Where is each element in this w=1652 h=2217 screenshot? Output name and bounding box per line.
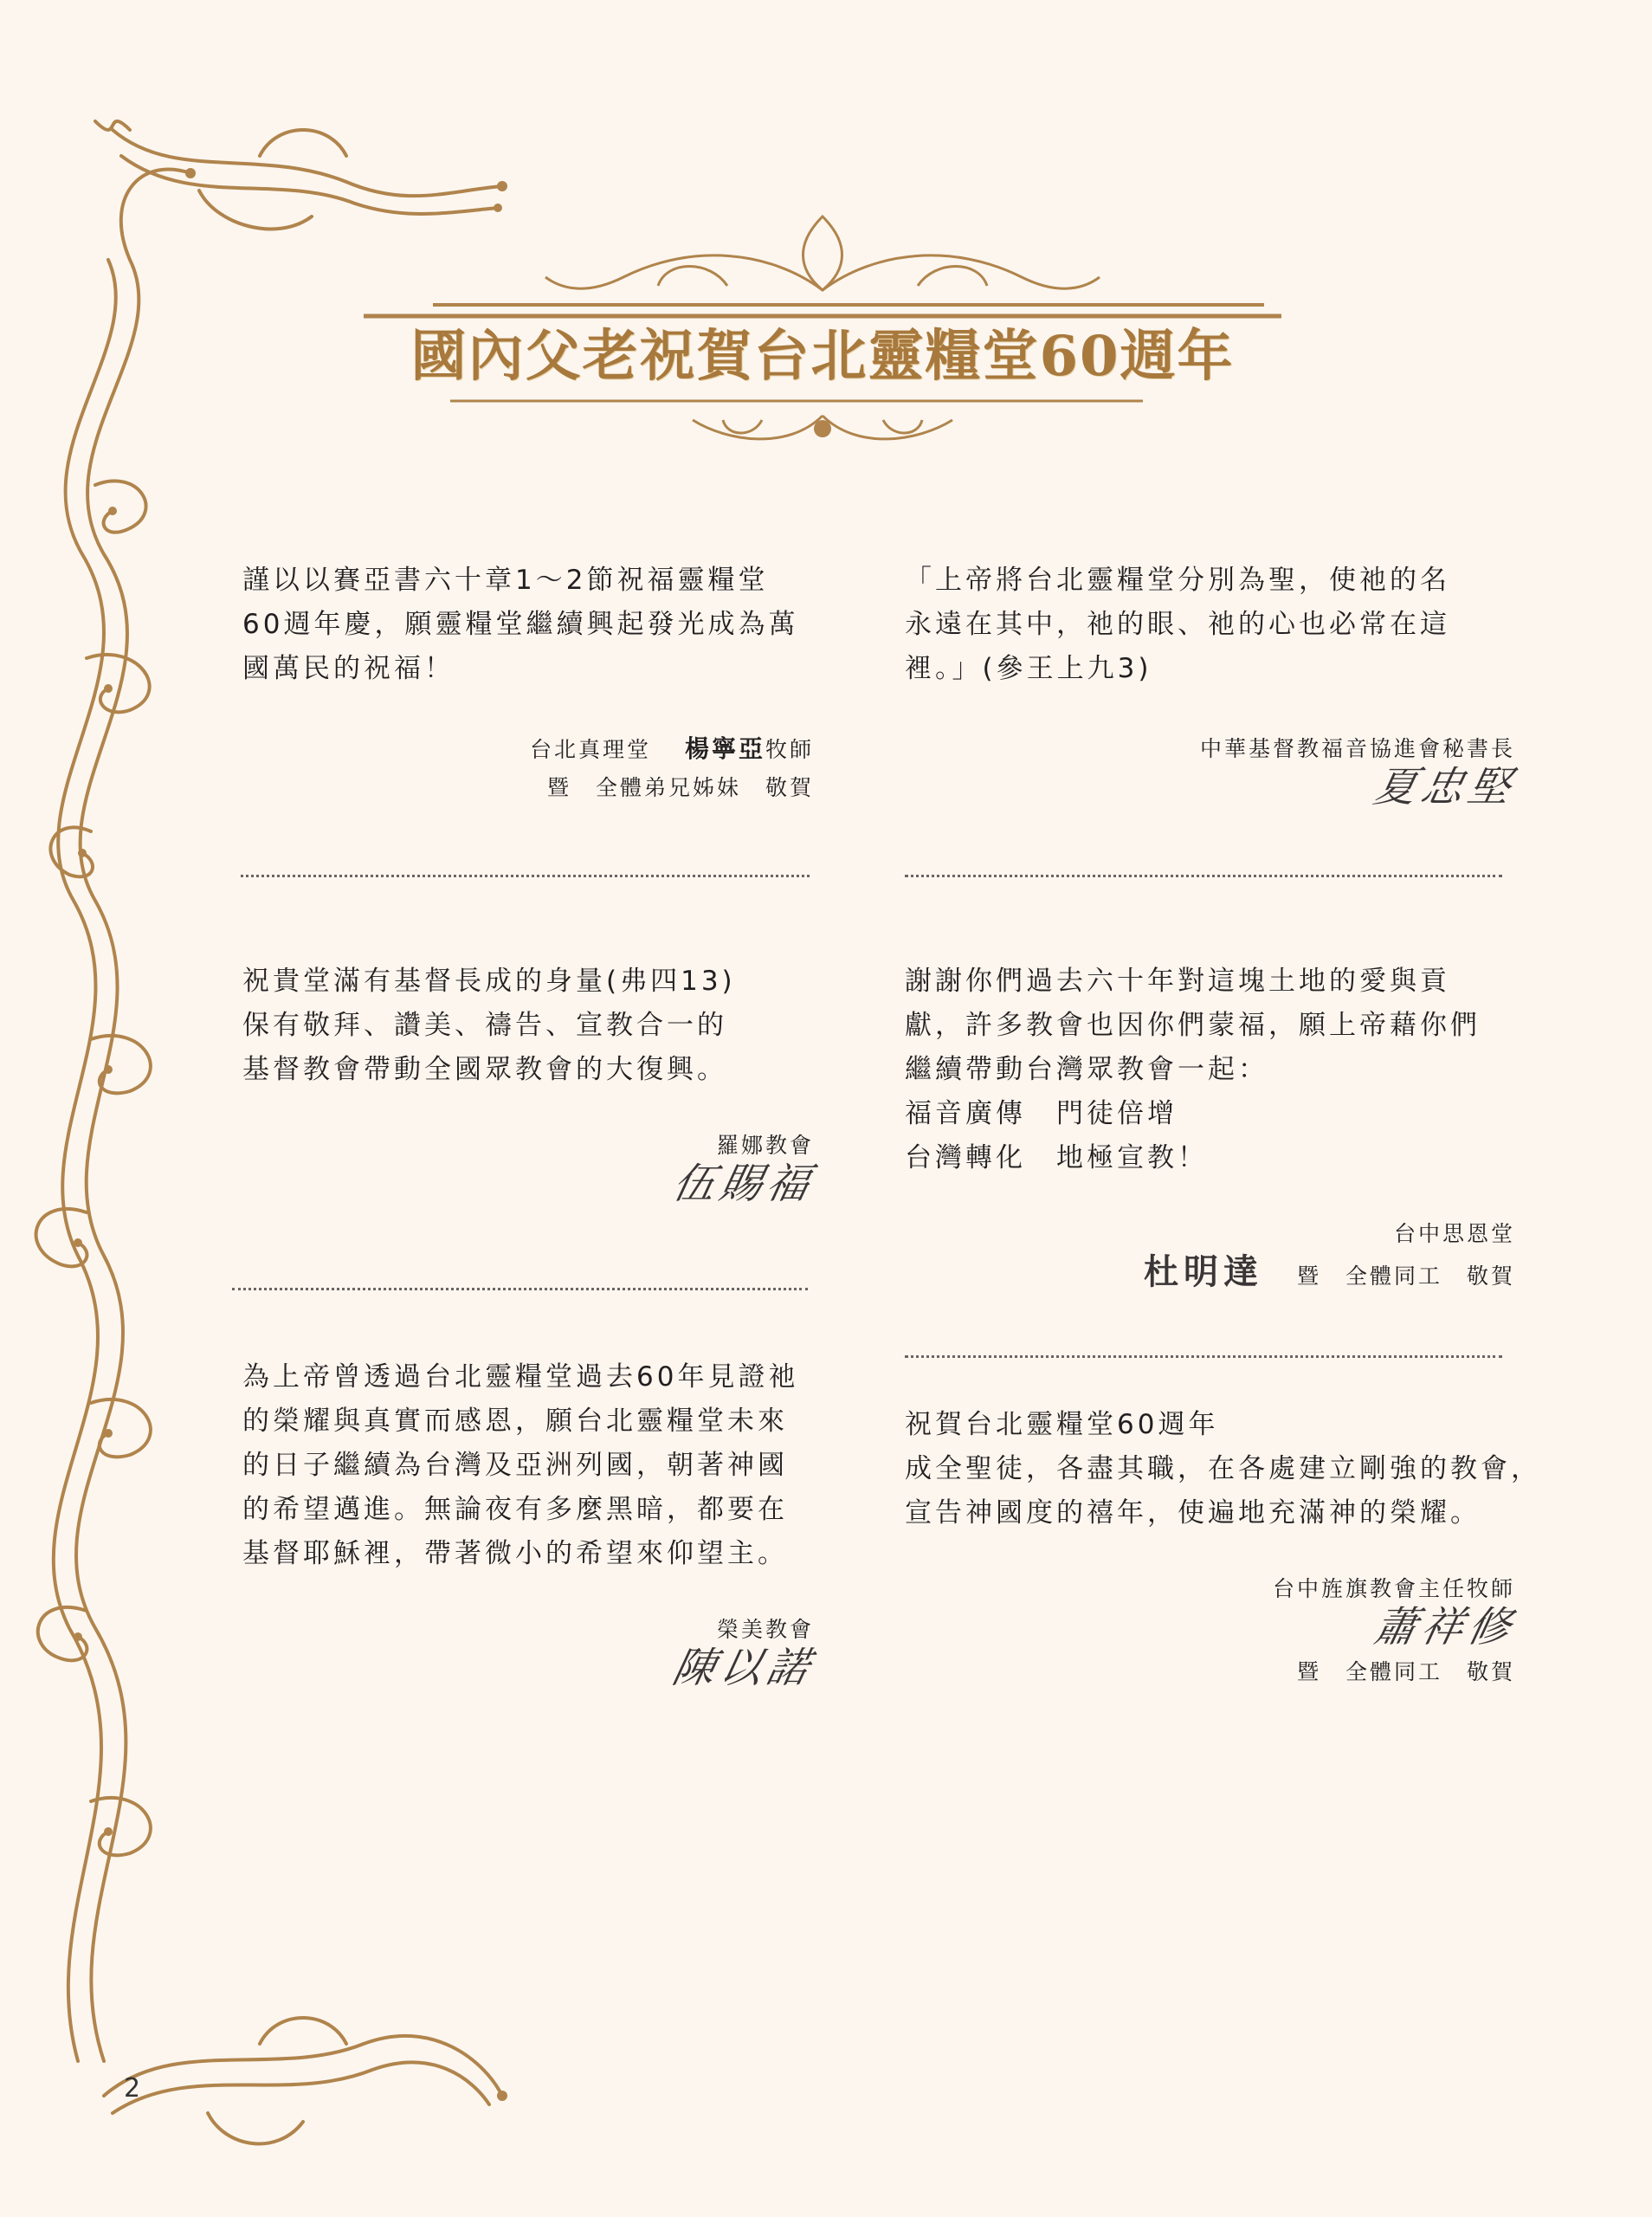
message-signature: 中華基督教福音協進會秘書長 夏忠堅 (1199, 736, 1520, 811)
page-title: 國內父老祝賀台北靈糧堂60週年 (410, 324, 1235, 389)
message-block-2 (905, 559, 1520, 813)
divider (905, 875, 1502, 877)
page-number: 2 (124, 2073, 141, 2104)
message-text: 為上帝曾透過台北靈糧堂過去60年見證祂 的榮耀與真實而感恩，願台北靈糧堂未來 的日子繼續為台灣及亞洲列國，朝著神國 的希望邁進。無論夜有多麼黑暗，都要在 基督耶穌裡，帶著微小的希望來仰望主。 (242, 1361, 799, 1569)
message-block-1 (242, 559, 814, 807)
message-signature: 台中思恩堂 杜明達 暨 全體同工 敬賀 (1144, 1221, 1515, 1292)
message-block-3 (242, 960, 819, 1210)
message-signature: 台北真理堂 楊寧亞牧師 暨 全體弟兄姊妹 敬賀 (530, 734, 814, 800)
divider (232, 1288, 808, 1290)
message-signature: 榮美教會 陳以諾 (668, 1617, 819, 1692)
message-text: 祝賀台北靈糧堂60週年 成全聖徒，各盡其職，在各處建立剛強的教會， 宣告神國度的禧年，使遍地充滿神的榮耀。 (905, 1409, 1541, 1529)
message-block-5 (242, 1355, 819, 1694)
handwritten-signature: 伍賜福 (668, 1160, 819, 1208)
message-block-6 (905, 1403, 1541, 1691)
divider (241, 875, 810, 877)
message-signature: 台中旌旗教會主任牧師 蕭祥修 暨 全體同工 敬賀 (1272, 1576, 1520, 1684)
message-text: 「上帝將台北靈糧堂分別為聖，使祂的名 永遠在其中，祂的眼、祂的心也必常在這 裡。」(參王上九3) (905, 565, 1450, 684)
handwritten-signature: 蕭祥修 (1370, 1603, 1520, 1651)
message-text: 祝貴堂滿有基督長成的身量(弗四13) 保有敬拜、讚美、禱告、宣教合一的 基督教會帶動全國眾教會的大復興。 (242, 966, 736, 1085)
message-signature: 羅娜教會 伍賜福 (668, 1133, 819, 1208)
message-text: 謝謝你們過去六十年對這塊土地的愛與貢 獻，許多教會也因你們蒙福，願上帝藉你們 繼續帶動台灣眾教會一起： 福音廣傳 門徒倍增 台灣轉化 地極宣教！ (905, 966, 1481, 1173)
message-block-4 (905, 960, 1515, 1296)
handwritten-signature: 夏忠堅 (1370, 763, 1520, 811)
message-text: 謹以以賽亞書六十章1～2節祝福靈糧堂 60週年慶，願靈糧堂繼續興起發光成為萬 國萬民的祝福！ (242, 565, 799, 684)
handwritten-signature: 陳以諾 (668, 1644, 819, 1692)
title-banner (364, 208, 1281, 468)
handwritten-signature: 杜明達 (1144, 1251, 1264, 1292)
divider (905, 1355, 1502, 1358)
